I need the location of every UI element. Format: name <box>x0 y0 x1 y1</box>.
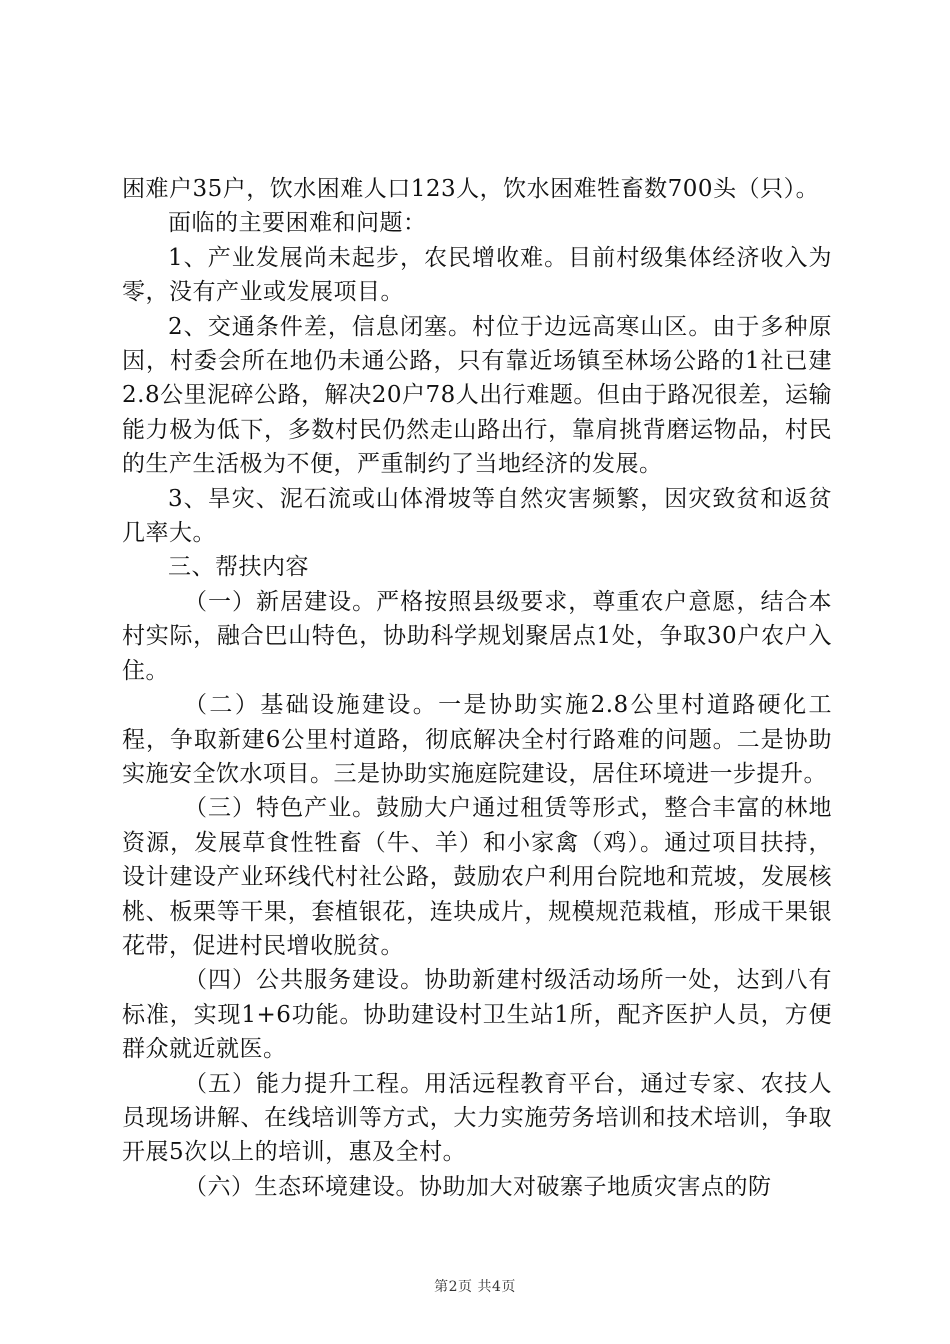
paragraph-item-5: （五）能力提升工程。用活远程教育平台，通过专家、农技人员现场讲解、在线培训等方式，大力实施劳务培训和技术培训，争取开展5次以上的培训，惠及全村。 <box>122 1070 832 1166</box>
paragraph-difficult-households: 困难户35户，饮水困难人口123人，饮水困难牲畜数700头（只）。 <box>122 176 820 202</box>
paragraph-difficulty-3: 3、旱灾、泥石流或山体滑坡等自然灾害频繁，因灾致贫和返贫几率大。 <box>122 485 832 547</box>
paragraph-difficulty-2: 2、交通条件差，信息闭塞。村位于边远高寒山区。由于多种原因，村委会所在地仍未通公路，只有靠近场镇至林场公路的1社已建2.8公里泥碎公路，解决20户78人出行难题。但由于路况很差，运输能力极为低下，多数村民仍然走山路出行，靠肩挑背磨运物品，村民的生产生活极为不便，严重制约了当地经济的发展。 <box>122 313 832 478</box>
paragraph-item-6: （六）生态环境建设。协助加大对破寨子地质灾害点的防 <box>184 1173 772 1200</box>
paragraph-item-1: （一）新居建设。严格按照县级要求，尊重农户意愿，结合本村实际，融合巴山特色，协助科学规划聚居点1处，争取30户农户入住。 <box>122 588 832 684</box>
paragraph-item-3: （三）特色产业。鼓励大户通过租赁等形式，整合丰富的林地资源，发展草食性牲畜（牛、羊）和小家禽（鸡）。通过项目扶持，设计建设产业环线代村社公路，鼓励农户利用台院地和荒坡，发展核桃、板栗等干果，套植银花，连块成片，规模规范栽植，形成干果银花带，促进村民增收脱贫。 <box>122 795 832 959</box>
section-heading-assistance: 三、帮扶内容 <box>168 554 309 581</box>
body-text <box>122 172 832 1204</box>
paragraph-main-difficulties-heading: 面临的主要困难和问题： <box>168 210 427 237</box>
paragraph-item-2: （二）基础设施建设。一是协助实施2.8公里村道路硬化工程，争取新建6公里村道路，彻底解决全村行路难的问题。二是协助实施安全饮水项目。三是协助实施庭院建设，居住环境进一步提升。 <box>122 692 832 787</box>
paragraph-item-4: （四）公共服务建设。协助新建村级活动场所一处，达到八有标准，实现1+6功能。协助建设村卫生站1所，配齐医护人员，方便群众就近就医。 <box>122 967 832 1063</box>
paragraph-difficulty-1: 1、产业发展尚未起步，农民增收难。目前村级集体经济收入为零，没有产业或发展项目。 <box>122 244 832 306</box>
page-footer: 第2页 共4页 <box>434 1279 516 1295</box>
